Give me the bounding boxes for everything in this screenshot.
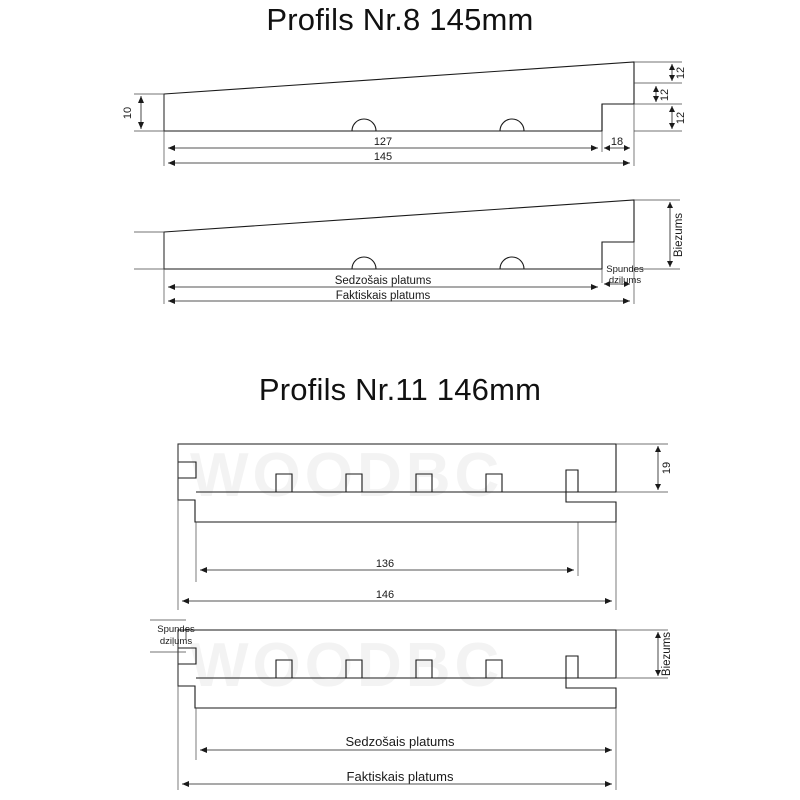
label-p8-right-bottom: 12 [675, 111, 687, 125]
page-title-profile-11: Profils Nr.11 146mm [258, 372, 542, 407]
label-p11-actual-width-text: Faktiskais platums [346, 769, 454, 784]
label-p11-covering-width-text: Sedzošais platums [345, 734, 455, 749]
watermark-bottom: WOODBC [190, 631, 504, 700]
profile-11-named-extension-lines [150, 620, 668, 790]
profile-8-named-dimension-lines [168, 202, 673, 304]
label-p8-tongue-depth-line2: dziļums [608, 275, 642, 286]
label-p11-tongue-depth-line1: Spundes [157, 624, 195, 635]
profile-8-numeric-dimension-lines [138, 64, 675, 166]
profile-11-numeric-dimension-lines [182, 446, 661, 604]
label-p8-actual-width-text: Faktiskais platums [335, 290, 431, 302]
profile-8-numeric-shape [164, 62, 634, 131]
profile-8-named-shape [164, 200, 634, 269]
watermark-top: WOODBC [190, 441, 504, 510]
label-p8-thickness-text: Biezums [673, 212, 685, 258]
label-p8-right-mid: 12 [659, 88, 671, 102]
label-p11-actual-width: 146 [375, 589, 395, 601]
label-p8-actual-width: 145 [373, 151, 393, 163]
label-p8-tongue-depth: 18 [610, 136, 624, 148]
label-p8-covering-width-text: Sedzošais platums [334, 275, 432, 287]
label-p8-tongue-depth-line1: Spundes [606, 264, 644, 275]
page-title-profile-8: Profils Nr.8 145mm [266, 2, 534, 37]
label-p11-thickness-text: Biezums [661, 631, 673, 677]
label-p11-tongue-depth-line2: dziļums [159, 636, 193, 647]
label-p8-covering-width: 127 [373, 136, 393, 148]
profile-11-named-shape [178, 628, 616, 708]
label-p11-thickness: 19 [661, 461, 673, 475]
label-p8-right-top: 12 [675, 66, 687, 80]
profile-11-numeric-extension-lines [178, 444, 668, 610]
label-p8-left-thickness: 10 [122, 106, 134, 120]
profile-11-numeric-shape [178, 444, 616, 522]
label-p11-covering-width: 136 [375, 558, 395, 570]
profile-11-named-dimension-lines [182, 632, 661, 787]
